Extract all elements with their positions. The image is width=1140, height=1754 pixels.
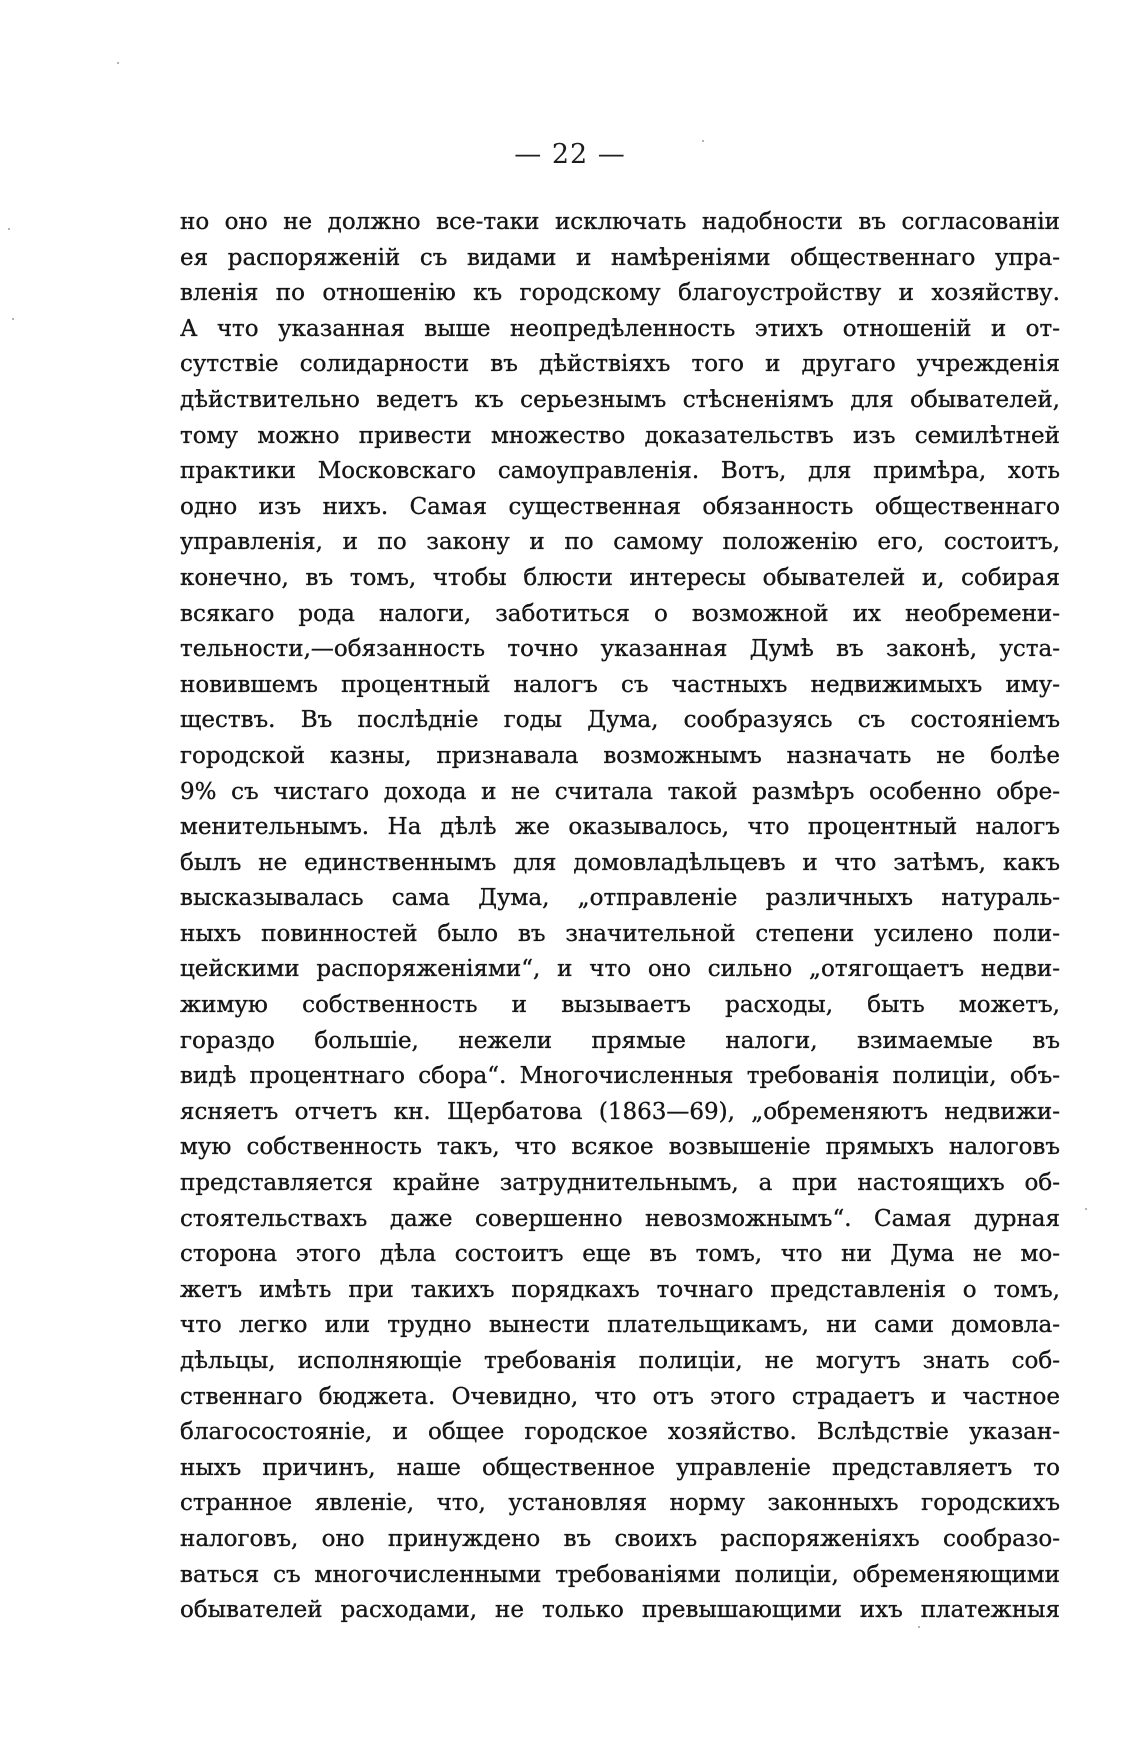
text-line: благосостояніе, и общее городское хозяйство. Вслѣдствіе указан- (180, 1419, 1060, 1446)
text-line: гораздо большіе, нежели прямые налоги, взимаемые въ (180, 1027, 1060, 1054)
text-line: сторона этого дѣла состоитъ еще въ томъ, что ни Дума не мо- (180, 1241, 1060, 1268)
text-line: одно изъ нихъ. Самая существенная обязанность общественнаго (180, 493, 1060, 520)
text-line: тельности,—обязанность точно указанная Думѣ въ законѣ, уста- (180, 636, 1060, 663)
scan-speck (1085, 1208, 1087, 1210)
text-line: ществъ. Въ послѣдніе годы Дума, сообразуясь съ состояніемъ (180, 707, 1060, 734)
text-line: стоятельствахъ даже совершенно невозможнымъ“. Самая дурная (180, 1205, 1060, 1232)
text-line: дѣйствительно ведетъ къ серьезнымъ стѣсненіямъ для обывателей, (180, 386, 1060, 413)
scan-speck (117, 62, 119, 64)
text-line: вленія по отношенію къ городскому благоустройству и хозяйству. (180, 280, 1060, 307)
text-line: управленія, и по закону и по самому положенію его, состоитъ, (180, 529, 1060, 556)
text-line: жимую собственность и вызываетъ расходы, быть можетъ, (180, 992, 1060, 1019)
text-line: видѣ процентнаго сбора“. Многочисленныя требованія полиціи, объ- (180, 1063, 1060, 1090)
scan-speck (702, 140, 704, 142)
scan-speck (8, 228, 10, 230)
scan-speck (918, 1626, 920, 1628)
text-line: городской казны, признавала возможнымъ назначать не болѣе (180, 742, 1060, 769)
text-line: практики Московскаго самоуправленія. Вотъ, для примѣра, хоть (180, 458, 1060, 485)
text-line: былъ не единственнымъ для домовладѣльцевъ и что затѣмъ, какъ (180, 849, 1060, 876)
text-line: 9% съ чистаго дохода и не считала такой размѣръ особенно обре- (180, 778, 1060, 805)
body-text (180, 205, 1060, 1629)
text-line: цейскими распоряженіями“, и что оно сильно „отягощаетъ недви- (180, 956, 1060, 983)
text-line: менительнымъ. На дѣлѣ же оказывалось, что процентный налогъ (180, 814, 1060, 841)
text-line: странное явленіе, что, установляя норму законныхъ городскихъ (180, 1490, 1060, 1517)
text-line: что легко или трудно вынести плательщикамъ, ни сами домовла- (180, 1312, 1060, 1339)
scan-speck (12, 318, 14, 320)
text-line: тому можно привести множество доказательствъ изъ семилѣтней (180, 422, 1060, 449)
text-line: ственнаго бюджета. Очевидно, что отъ этого страдаетъ и частное (180, 1383, 1060, 1410)
text-line: обывателей расходами, не только превышающими ихъ платежныя (180, 1597, 1060, 1624)
text-line: мую собственность такъ, что всякое возвышеніе прямыхъ налоговъ (180, 1134, 1060, 1161)
text-line: ныхъ повинностей было въ значительной степени усилено поли- (180, 920, 1060, 947)
page-number: — 22 — (514, 139, 626, 170)
text-line: ясняетъ отчетъ кн. Щербатова (1863—69), „обременяютъ недвижи- (180, 1098, 1060, 1125)
text-line: дѣльцы, исполняющіе требованія полиціи, не могутъ знать соб- (180, 1348, 1060, 1374)
text-line: представляется крайне затруднительнымъ, а при настоящихъ об- (180, 1170, 1060, 1197)
text-line: сутствіе солидарности въ дѣйствіяхъ того и другаго учрежденія (180, 351, 1060, 378)
text-line: ваться съ многочисленными требованіями полиціи, обременяющими (180, 1561, 1060, 1588)
text-line: ея распоряженій съ видами и намѣреніями общественнаго упра- (180, 244, 1060, 271)
text-line: налоговъ, оно принуждено въ своихъ распоряженіяхъ сообразо- (180, 1525, 1060, 1552)
text-line: конечно, въ томъ, чтобы блюсти интересы обывателей и, собирая (180, 564, 1060, 591)
text-line: ныхъ причинъ, наше общественное управленіе представляетъ то (180, 1454, 1060, 1481)
text-line: всякаго рода налоги, заботиться о возможной их необремени- (180, 600, 1060, 627)
text-line: новившемъ процентный налогъ съ частныхъ недвижимыхъ иму- (180, 671, 1060, 698)
text-line: жетъ имѣть при такихъ порядкахъ точнаго представленія о томъ, (180, 1276, 1060, 1303)
text-line: высказывалась сама Дума, „отправленіе различныхъ натураль- (180, 885, 1060, 912)
text-line: А что указанная выше неопредѣленность этихъ отношеній и от- (180, 315, 1060, 342)
text-line: но оно не должно все-таки исключать надобности въ согласованіи (180, 209, 1060, 235)
